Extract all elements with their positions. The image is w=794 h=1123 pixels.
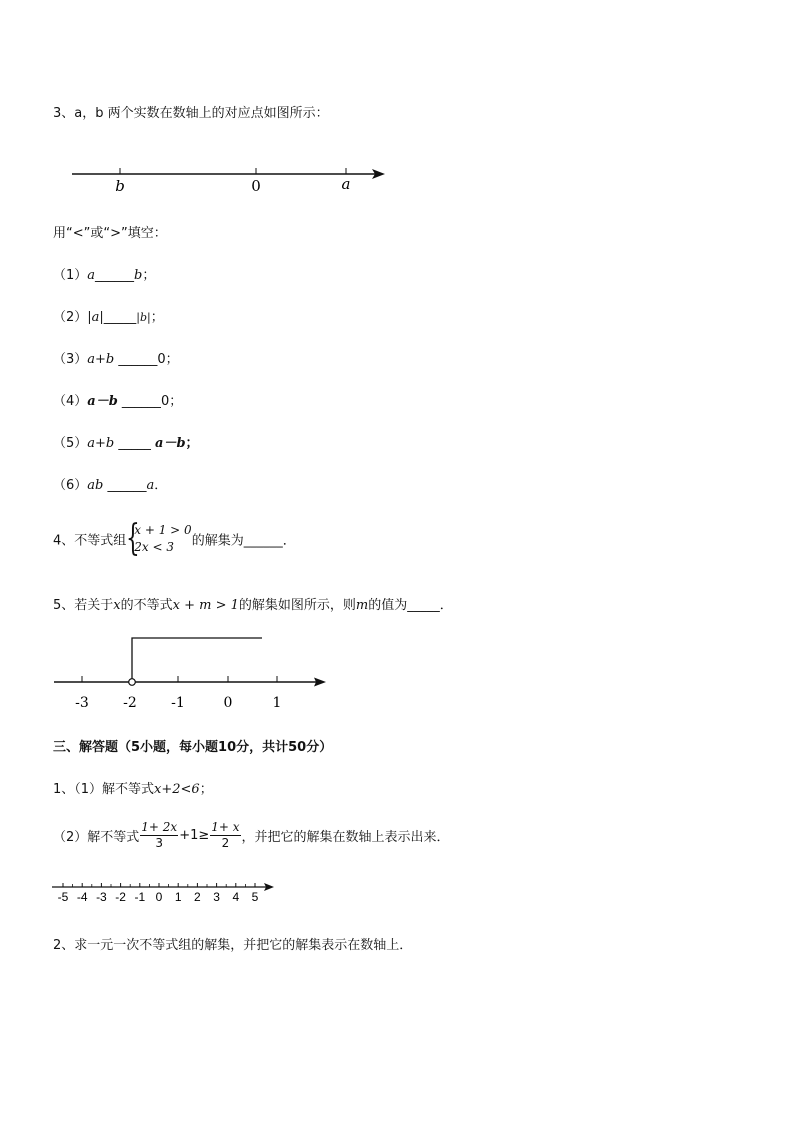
expr-right: b: [134, 268, 143, 283]
answer-blank[interactable]: _____: [103, 310, 137, 325]
fraction-numerator: 1+ 2x: [141, 820, 178, 834]
q3-item-3: [53, 348, 179, 367]
item-number: （5）: [53, 436, 88, 451]
answer-blank[interactable]: ______: [117, 394, 161, 409]
tick-label: 1: [272, 695, 282, 711]
p2-stem: 2、求一元一次不等式组的解集，并把它的解集表示在数轴上．: [53, 938, 413, 953]
expr-left: a+b: [87, 436, 115, 451]
tick-labels: [58, 890, 259, 904]
p1-part2-text: （2）解不等式: [53, 830, 140, 845]
tick-label: 2: [194, 890, 201, 904]
q3-stem: 3、a，b 两个实数在数轴上的对应点如图所示：: [53, 106, 329, 121]
q4-line: [53, 518, 296, 559]
p1-number-line: [52, 877, 282, 907]
answer-blank[interactable]: ______: [95, 268, 135, 283]
q4-prefix: 4、不等式组: [53, 533, 127, 549]
q5-text-a: 5、若关于: [53, 598, 114, 613]
p1-part1: [53, 778, 213, 797]
fraction-denominator: 3: [155, 836, 164, 850]
item-end: ；: [150, 310, 164, 325]
q3-instruction: 用“<”或“>”填空：: [53, 226, 167, 241]
expr-right: a－b: [155, 436, 186, 451]
item-number: （4）: [53, 394, 88, 409]
fraction-numerator: 1+ x: [211, 820, 240, 834]
q3-item-4: [53, 390, 182, 409]
tick-label: 4: [232, 890, 240, 904]
q5-text-c: 的解集如图所示，则: [238, 598, 356, 613]
q5-text-d: 的值为_____．: [368, 598, 453, 613]
p1-part1-end: ；: [199, 782, 213, 797]
q5-stem: [53, 594, 453, 613]
tick-label: -2: [115, 890, 126, 904]
tick-label: 1: [174, 890, 182, 904]
point-0-label: 0: [251, 177, 261, 195]
tick-label: -4: [76, 890, 88, 904]
q5-inequality: x + m > 1: [172, 598, 239, 613]
item-number: （1）: [53, 268, 88, 283]
q3-item-5: [53, 432, 199, 451]
tick-label: -1: [171, 695, 185, 711]
tick-label: 3: [213, 890, 220, 904]
q3-item-6: [53, 474, 167, 493]
point-a-label: a: [341, 175, 351, 193]
tick-label: -1: [134, 890, 146, 904]
expr-right: 0: [157, 352, 166, 367]
system-row-2: 2x < 3: [134, 540, 175, 554]
tick-label: -5: [57, 890, 69, 904]
item-end: ；: [185, 436, 199, 451]
q5-text-b: 的不等式: [120, 598, 173, 613]
expr-right: |b|: [136, 311, 151, 324]
expr-left: a: [87, 268, 96, 283]
var-x: x: [113, 598, 121, 613]
tick-label: 0: [223, 695, 233, 711]
section-heading: 三、解答题（5小题，每小题10分，共计50分）: [53, 740, 333, 755]
item-number: （2）: [53, 310, 88, 325]
expr-left: a－b: [87, 394, 118, 409]
item-end: ；: [169, 394, 183, 409]
expr-right: 0: [160, 394, 170, 409]
p1-mid: +1≥: [179, 828, 210, 843]
q3-item-2: [53, 306, 164, 325]
q3-number-line: [70, 160, 390, 196]
expr-right: a: [146, 478, 155, 493]
fraction-denominator: 2: [221, 836, 230, 850]
tick-label: 0: [155, 890, 163, 904]
q3-item-1: [53, 264, 155, 283]
p1-part1-text: 1、（1）解不等式: [53, 782, 155, 797]
tick-label: 5: [251, 890, 259, 904]
answer-blank[interactable]: ______: [103, 478, 147, 493]
system-row-1: x + 1 > 0: [134, 523, 192, 537]
p1-inequality: x+2<6: [154, 782, 200, 797]
answer-blank[interactable]: _____: [114, 436, 156, 451]
fraction-2: [210, 820, 240, 851]
point-b-label: b: [115, 177, 125, 195]
answer-blank[interactable]: ______: [114, 352, 158, 367]
p1-part2-end: ，并把它的解集在数轴上表示出来．: [241, 830, 450, 845]
inequality-system: [126, 518, 192, 559]
q5-number-line: [54, 632, 334, 712]
tick-label: -2: [123, 695, 137, 711]
item-number: （6）: [53, 478, 88, 493]
expr-left: ab: [87, 478, 104, 493]
item-number: （3）: [53, 352, 88, 367]
item-end: ．: [154, 478, 168, 493]
expr-left: a+b: [87, 352, 115, 367]
q4-suffix: 的解集为______．: [191, 533, 296, 549]
item-end: ；: [165, 352, 179, 367]
tick-label: -3: [75, 695, 89, 711]
p1-part2: [53, 820, 450, 851]
var-m: m: [355, 598, 369, 613]
fraction-1: [140, 820, 178, 851]
left-brace: {: [126, 518, 141, 559]
item-end: ；: [142, 268, 156, 283]
expr-left: |a|: [87, 310, 104, 325]
tick-label: -3: [96, 890, 107, 904]
tick-marks: [63, 883, 255, 887]
